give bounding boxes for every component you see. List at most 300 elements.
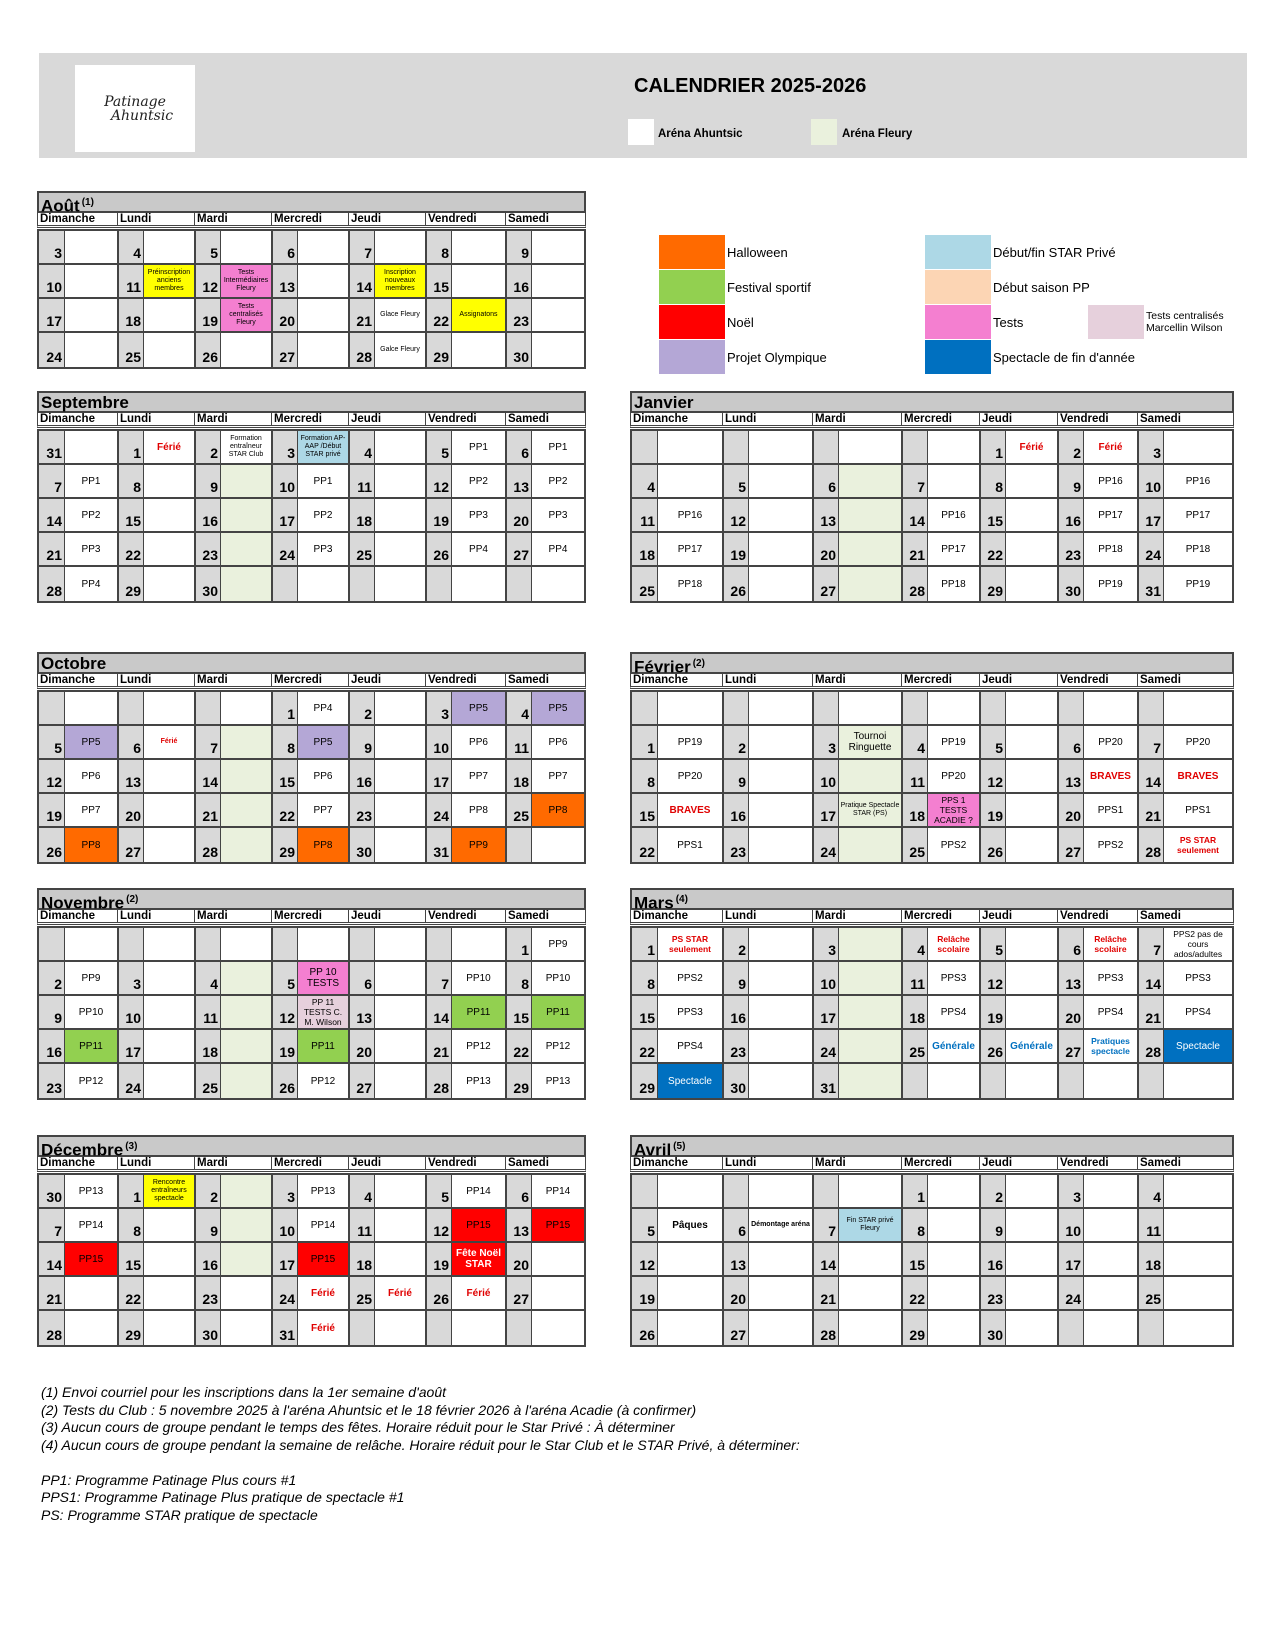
day-event [144, 533, 196, 565]
legend-item [925, 235, 1116, 269]
day-number: 9 [1059, 465, 1084, 497]
day-number: 28 [814, 1311, 839, 1345]
weekday-label: Dimanche [38, 1157, 118, 1169]
weekday-label: Samedi [1140, 413, 1181, 425]
day-number: 26 [981, 1030, 1006, 1062]
day-event: PP3 [298, 533, 350, 565]
day-number: 27 [507, 533, 532, 565]
day-event [1006, 760, 1059, 792]
day-event: PP13 [298, 1175, 350, 1207]
week-row [39, 692, 584, 726]
day-number: 19 [981, 996, 1006, 1028]
week-row [632, 1175, 1232, 1209]
day-number [119, 692, 144, 724]
day-number: 28 [427, 1064, 452, 1098]
day-event: PPS3 [1084, 962, 1139, 994]
day-event: Générale [928, 1030, 981, 1062]
day-event: PP15 [452, 1209, 507, 1241]
weekday-label: Lundi [118, 1157, 195, 1169]
day-number: 23 [196, 533, 221, 565]
weekday-label: Vendredi [1058, 910, 1138, 922]
day-number: 17 [1139, 499, 1164, 531]
day-number: 22 [981, 533, 1006, 565]
day-number: 3 [39, 231, 65, 263]
legend-label: Projet Olympique [727, 349, 827, 365]
day-number [724, 692, 749, 724]
week-row [39, 760, 584, 794]
day-number: 16 [350, 760, 375, 792]
weekday-label: Mardi [195, 1157, 272, 1169]
week-row [632, 996, 1232, 1030]
day-number: 8 [507, 962, 532, 994]
day-event: PP16 [1084, 465, 1139, 497]
day-number: 3 [814, 726, 839, 758]
day-event [221, 1064, 273, 1098]
day-number: 18 [196, 1030, 221, 1062]
day-number: 30 [981, 1311, 1006, 1345]
day-event [221, 567, 273, 601]
day-number: 29 [427, 333, 452, 367]
weekday-header [37, 413, 586, 428]
day-event: Relâche scolaire [928, 928, 981, 960]
day-number: 22 [273, 794, 298, 826]
day-number: 8 [273, 726, 298, 758]
day-number: 5 [724, 465, 749, 497]
weekday-header [630, 1157, 1234, 1172]
week-row [39, 299, 584, 333]
week-row [39, 533, 584, 567]
day-event [144, 692, 196, 724]
day-number [1139, 692, 1164, 724]
day-event [144, 962, 196, 994]
legend-item [659, 270, 811, 304]
day-number: 8 [903, 1209, 928, 1241]
week-row [632, 692, 1232, 726]
day-event: PP12 [532, 1030, 584, 1062]
day-event [532, 828, 584, 862]
day-event: PP12 [452, 1030, 507, 1062]
day-number: 19 [196, 299, 221, 331]
day-event [839, 1030, 903, 1062]
weekday-label: Mercredi [272, 413, 349, 425]
day-event [658, 1243, 724, 1275]
day-number: 10 [1059, 1209, 1084, 1241]
day-event: Pratique Spectacle STAR (PS) [839, 794, 903, 826]
week-row [39, 465, 584, 499]
day-event: PP6 [65, 760, 119, 792]
day-number [724, 431, 749, 463]
month-title [37, 1135, 586, 1160]
day-event: PP2 [452, 465, 507, 497]
day-event [749, 1030, 814, 1062]
day-event: PPS3 [658, 996, 724, 1028]
week-row [39, 431, 584, 465]
day-number: 15 [981, 499, 1006, 531]
day-number: 1 [119, 1175, 144, 1207]
day-number: 11 [119, 265, 144, 297]
day-number: 20 [507, 1243, 532, 1275]
day-number: 12 [427, 1209, 452, 1241]
day-number: 3 [273, 431, 298, 463]
week-row [632, 431, 1232, 465]
day-event [1164, 692, 1232, 724]
day-number: 20 [814, 533, 839, 565]
day-event [1164, 1175, 1232, 1207]
week-row [39, 1175, 584, 1209]
day-event: Férié [1084, 431, 1139, 463]
day-number: 6 [814, 465, 839, 497]
day-event [1006, 1311, 1059, 1345]
month-title [630, 652, 1234, 677]
day-number: 29 [273, 828, 298, 862]
day-number: 2 [724, 726, 749, 758]
day-event: Assignatons [452, 299, 507, 331]
month-grid [630, 926, 1234, 1100]
day-number: 5 [632, 1209, 658, 1241]
day-event [839, 499, 903, 531]
day-number: 8 [119, 465, 144, 497]
day-event: Pratiques spectacle [1084, 1030, 1139, 1062]
weekday-label: Samedi [1140, 910, 1181, 922]
day-event: PS STAR seulement [1164, 828, 1232, 862]
day-number: 5 [196, 231, 221, 263]
day-number: 7 [1139, 726, 1164, 758]
weekday-header [37, 910, 586, 925]
day-number: 29 [981, 567, 1006, 601]
week-row [39, 231, 584, 265]
day-number: 14 [903, 499, 928, 531]
day-number [814, 431, 839, 463]
day-number: 26 [427, 533, 452, 565]
day-event [532, 567, 584, 601]
day-number [119, 928, 144, 960]
day-number: 14 [350, 265, 375, 297]
day-number: 8 [981, 465, 1006, 497]
day-event [65, 231, 119, 263]
day-number: 4 [350, 1175, 375, 1207]
weekday-label: Mardi [813, 674, 902, 686]
day-event [749, 928, 814, 960]
day-event [298, 567, 350, 601]
day-event [375, 928, 427, 960]
day-number: 24 [273, 1277, 298, 1309]
day-number: 15 [632, 794, 658, 826]
day-event: PP5 [65, 726, 119, 758]
day-number: 11 [350, 465, 375, 497]
weekday-label: Samedi [508, 674, 549, 686]
day-event: Fin STAR privé Fleury [839, 1209, 903, 1241]
day-number: 23 [507, 299, 532, 331]
day-event [221, 928, 273, 960]
weekday-label: Mardi [813, 1157, 902, 1169]
day-number: 29 [507, 1064, 532, 1098]
day-event: PP13 [65, 1175, 119, 1207]
day-event [532, 299, 584, 331]
day-event [298, 333, 350, 367]
weekday-label: Mercredi [902, 1157, 980, 1169]
day-event [375, 533, 427, 565]
day-event [1164, 431, 1232, 463]
weekday-header [630, 910, 1234, 925]
day-number: 10 [273, 1209, 298, 1241]
day-event [452, 231, 507, 263]
day-event: PP14 [452, 1175, 507, 1207]
week-row [39, 962, 584, 996]
day-number: 12 [981, 760, 1006, 792]
weekday-label: Jeudi [349, 910, 426, 922]
arena-fleury-swatch [811, 119, 837, 145]
day-number: 19 [427, 499, 452, 531]
week-row [39, 1030, 584, 1064]
day-number: 16 [724, 794, 749, 826]
day-number [981, 692, 1006, 724]
month-note: (3) [125, 1141, 138, 1152]
day-number: 4 [119, 231, 144, 263]
weekday-label: Dimanche [631, 674, 723, 686]
day-event [749, 828, 814, 862]
day-event: PP10 [532, 962, 584, 994]
day-event: PPS1 [1084, 794, 1139, 826]
day-number: 26 [427, 1277, 452, 1309]
day-event [1006, 465, 1059, 497]
day-number [1139, 1064, 1164, 1098]
day-number: 20 [350, 1030, 375, 1062]
day-number [507, 567, 532, 601]
month-title [630, 391, 1234, 413]
day-event: PP20 [928, 760, 981, 792]
day-event: PP15 [65, 1243, 119, 1275]
month-calendar [37, 191, 586, 369]
day-number: 18 [632, 533, 658, 565]
day-number: 4 [350, 431, 375, 463]
day-number: 7 [1139, 928, 1164, 960]
day-event: PP19 [928, 726, 981, 758]
day-event [375, 1064, 427, 1098]
day-event: PPS1 [1164, 794, 1232, 826]
day-number: 16 [1059, 499, 1084, 531]
day-event: PP6 [452, 726, 507, 758]
weekday-label: Mercredi [902, 910, 980, 922]
day-number: 25 [903, 1030, 928, 1062]
day-event [839, 828, 903, 862]
month-grid [37, 926, 586, 1100]
day-number [632, 692, 658, 724]
day-number: 28 [903, 567, 928, 601]
legend-item [659, 235, 788, 269]
day-event: PP9 [532, 928, 584, 960]
day-number: 17 [39, 299, 65, 331]
day-event [375, 962, 427, 994]
day-event [1084, 1277, 1139, 1309]
day-event [839, 1277, 903, 1309]
weekday-label: Mercredi [272, 213, 349, 225]
day-number [196, 928, 221, 960]
day-event [375, 1030, 427, 1062]
day-event [749, 465, 814, 497]
day-number: 23 [1059, 533, 1084, 565]
day-number: 5 [427, 431, 452, 463]
day-number: 28 [350, 333, 375, 367]
day-number: 22 [119, 533, 144, 565]
day-number: 19 [39, 794, 65, 826]
day-number: 3 [814, 928, 839, 960]
day-event [1006, 1175, 1059, 1207]
day-number: 15 [507, 996, 532, 1028]
day-event [375, 1311, 427, 1345]
day-number: 14 [1139, 760, 1164, 792]
day-event [1006, 726, 1059, 758]
weekday-label: Mardi [195, 213, 272, 225]
day-event: Inscription nouveaux membres [375, 265, 427, 297]
month-calendar [630, 1135, 1234, 1347]
weekday-label: Mercredi [272, 1157, 349, 1169]
day-number [1139, 1311, 1164, 1345]
day-number: 1 [507, 928, 532, 960]
weekday-label: Jeudi [349, 413, 426, 425]
month-title [630, 888, 1234, 913]
day-event [221, 533, 273, 565]
day-number: 6 [1059, 726, 1084, 758]
day-event: PP12 [298, 1064, 350, 1098]
day-number: 9 [981, 1209, 1006, 1241]
day-number: 18 [119, 299, 144, 331]
day-event [144, 299, 196, 331]
day-event [839, 465, 903, 497]
day-event [221, 962, 273, 994]
day-event: Férié [144, 726, 196, 758]
day-event [532, 1243, 584, 1275]
day-number: 21 [39, 1277, 65, 1309]
day-event [749, 760, 814, 792]
day-event [375, 726, 427, 758]
day-event [1006, 1064, 1059, 1098]
day-event [749, 996, 814, 1028]
day-event [452, 1311, 507, 1345]
month-grid [37, 690, 586, 864]
day-event: PP8 [532, 794, 584, 826]
day-number: 10 [119, 996, 144, 1028]
day-event: PP6 [532, 726, 584, 758]
week-row [39, 499, 584, 533]
day-event: PPS4 [1164, 996, 1232, 1028]
weekday-label: Mercredi [902, 674, 980, 686]
day-event [928, 1311, 981, 1345]
day-event [144, 928, 196, 960]
day-event [749, 1243, 814, 1275]
legend-label: Tests [993, 314, 1024, 330]
day-event [839, 928, 903, 960]
day-number: 28 [1139, 1030, 1164, 1062]
weekday-label: Dimanche [631, 1157, 723, 1169]
weekday-label: Dimanche [38, 910, 118, 922]
day-number [350, 928, 375, 960]
week-row [632, 1030, 1232, 1064]
day-event [928, 1277, 981, 1309]
day-number: 27 [119, 828, 144, 862]
month-name: Avril [634, 1140, 672, 1160]
day-number: 2 [39, 962, 65, 994]
day-event [658, 1311, 724, 1345]
day-event [144, 1243, 196, 1275]
day-event [298, 231, 350, 263]
day-number: 10 [1139, 465, 1164, 497]
day-number: 27 [507, 1277, 532, 1309]
day-number: 2 [981, 1175, 1006, 1207]
day-event: Pâques [658, 1209, 724, 1241]
day-number: 27 [1059, 1030, 1084, 1062]
day-event [144, 1030, 196, 1062]
day-event: PP19 [1084, 567, 1139, 601]
day-event: PP15 [532, 1209, 584, 1241]
day-event: Rencontre entraîneurs spectacle [144, 1175, 196, 1207]
day-number: 24 [39, 333, 65, 367]
legend-swatch [925, 305, 991, 339]
weekday-label: Mercredi [902, 413, 980, 425]
day-event [65, 333, 119, 367]
day-number: 6 [350, 962, 375, 994]
logo-line-1: Patinage [104, 93, 166, 110]
day-number: 3 [119, 962, 144, 994]
weekday-label: Samedi [508, 1157, 549, 1169]
day-number: 11 [350, 1209, 375, 1241]
weekday-label: Dimanche [38, 413, 118, 425]
day-event [1006, 1209, 1059, 1241]
day-event [1006, 828, 1059, 862]
week-row [632, 465, 1232, 499]
day-number: 3 [273, 1175, 298, 1207]
logo-line-2: Ahuntsic [110, 107, 174, 124]
day-event: PP18 [928, 567, 981, 601]
day-number: 11 [632, 499, 658, 531]
club-logo [75, 65, 195, 152]
day-event: PP10 [65, 996, 119, 1028]
day-number: 7 [903, 465, 928, 497]
day-number [350, 567, 375, 601]
day-number: 23 [350, 794, 375, 826]
day-number: 14 [196, 760, 221, 792]
day-number: 15 [119, 499, 144, 531]
week-row [632, 1311, 1232, 1345]
weekday-label: Lundi [723, 910, 813, 922]
day-event [1006, 794, 1059, 826]
day-number: 5 [39, 726, 65, 758]
day-event [1164, 1209, 1232, 1241]
day-event: Fête Noël STAR [452, 1243, 507, 1275]
day-event [144, 1311, 196, 1345]
day-number: 25 [350, 533, 375, 565]
day-event: Tournoi Ringuette [839, 726, 903, 758]
week-row [39, 1064, 584, 1098]
day-number: 21 [427, 1030, 452, 1062]
day-event [749, 962, 814, 994]
day-number: 12 [981, 962, 1006, 994]
week-row [39, 996, 584, 1030]
legend-label: Spectacle de fin d'année [993, 349, 1135, 365]
day-event [375, 1209, 427, 1241]
day-number: 15 [427, 265, 452, 297]
day-number: 26 [724, 567, 749, 601]
day-number: 22 [427, 299, 452, 331]
legend-item [925, 340, 1135, 374]
day-event [65, 692, 119, 724]
legend-swatch [925, 270, 991, 304]
day-number: 17 [1059, 1243, 1084, 1275]
day-event [532, 265, 584, 297]
weekday-label: Vendredi [1058, 674, 1138, 686]
weekday-label: Lundi [118, 213, 195, 225]
day-number: 3 [1139, 431, 1164, 463]
weekday-label: Mercredi [272, 674, 349, 686]
